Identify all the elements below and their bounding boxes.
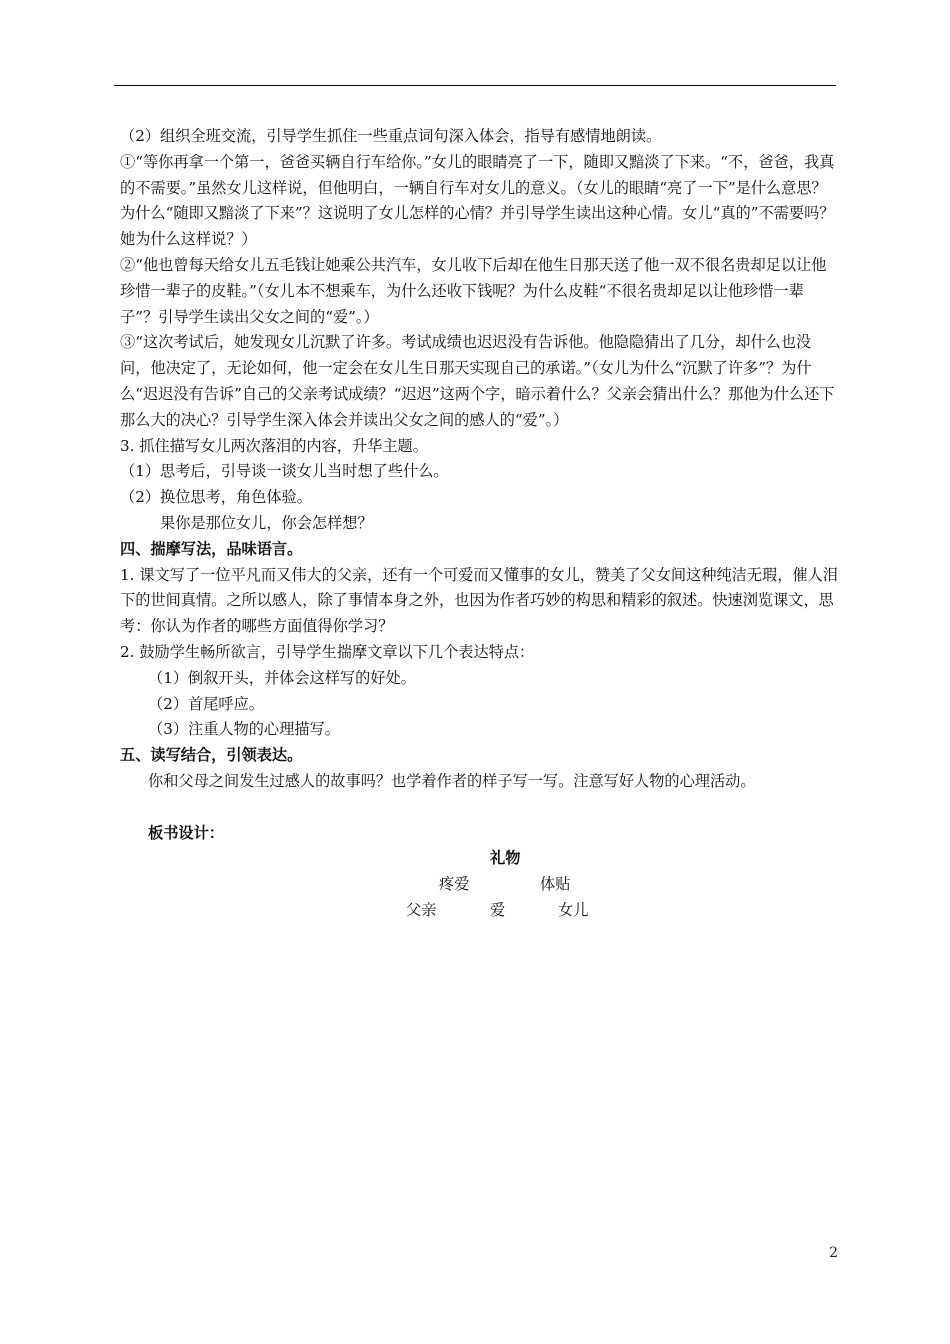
paragraph-4-2: 2. 鼓励学生畅所欲言，引导学生揣摩文章以下几个表达特点： — [120, 642, 535, 661]
paragraph-step-3-2: （2）换位思考，角色体验。 — [120, 488, 312, 507]
board-row2-left: 父亲 — [406, 901, 437, 920]
paragraph-4-2-a: （1）倒叙开头，并体会这样写的好处。 — [148, 668, 416, 687]
spacer — [120, 795, 840, 821]
paragraph-step-3: 3. 抓住描写女儿两次落泪的内容，升华主题。 — [120, 436, 428, 455]
board-row1-right: 体贴 — [540, 875, 571, 894]
section-heading-5: 五、读写结合，引领表达。 — [120, 746, 303, 765]
board-row1-left: 疼爱 — [439, 875, 470, 894]
board-row2-right: 女儿 — [558, 901, 589, 920]
board-row2-center: 爱 — [490, 901, 506, 920]
paragraph-4-2-b: （2）首尾呼应。 — [148, 694, 264, 713]
header-rule — [114, 85, 836, 86]
paragraph-4-2-c: （3）注重人物的心理描写。 — [148, 720, 340, 739]
paragraph-point-2: ②“他也曾每天给女儿五毛钱让她乘公共汽车，女儿收下后却在他生日那天送了他一双不很名贵却足以让他珍惜一辈子的皮鞋。”（女儿本不想乘车，为什么还收下钱呢？为什么皮鞋“不很名贵却足以让他珍惜一辈子”？引导学生读出父女之间的“爱”。） — [120, 255, 827, 326]
section-heading-4: 四、揣摩写法，品味语言。 — [120, 539, 303, 558]
page-content — [120, 124, 840, 936]
board-title: 礼物 — [490, 849, 521, 868]
board-design — [120, 846, 840, 936]
paragraph-discussion: （2）组织全班交流，引导学生抓住一些重点词句深入体会，指导有感情地朗读。 — [120, 127, 662, 145]
paragraph-point-3: ③“这次考试后，她发现女儿沉默了许多。考试成绩也迟迟没有告诉他。他隐隐猜出了几分，却什么也没问，他决定了，无论如何，他一定会在女儿生日那天实现自己的承诺。”（女儿为什么“沉默了许多”？为什么“迟迟没有告诉”自己的父亲考试成绩？“迟迟”这两个字，暗示着什么？父亲会猜出什么？那他为什么还下那么大的决心？引导学生深入体会并读出父女之间的感人的“爱”。） — [120, 333, 835, 429]
paragraph-question: 果你是那位女儿，你会怎样想？ — [160, 513, 373, 532]
paragraph-point-1: ①“等你再拿一个第一，爸爸买辆自行车给你。”女儿的眼睛亮了一下，随即又黯淡了下来。“不，爸爸，我真的不需要。”虽然女儿这样说，但他明白，一辆自行车对女儿的意义。（女儿的眼睛“亮了一下”是什么意思？为什么“随即又黯淡了下来”？这说明了女儿怎样的心情？并引导学生读出这种心情。女儿“真的”不需要吗？她为什么这样说？） — [120, 152, 835, 249]
page-number: 2 — [829, 1245, 838, 1261]
board-design-label: 板书设计： — [148, 823, 224, 842]
paragraph-4-1: 1. 课文写了一位平凡而又伟大的父亲，还有一个可爱而又懂事的女儿，赞美了父女间这种纯洁无瑕，催人泪下的世间真情。之所以感人，除了事情本身之外，也因为作者巧妙的构思和精彩的叙述。快速浏览课文，思考：你认为作者的哪些方面值得你学习？ — [120, 565, 838, 636]
paragraph-5: 你和父母之间发生过感人的故事吗？也学着作者的样子写一写。注意写好人物的心理活动。 — [148, 771, 756, 790]
paragraph-step-3-1: （1）思考后，引导谈一谈女儿当时想了些什么。 — [120, 462, 449, 481]
